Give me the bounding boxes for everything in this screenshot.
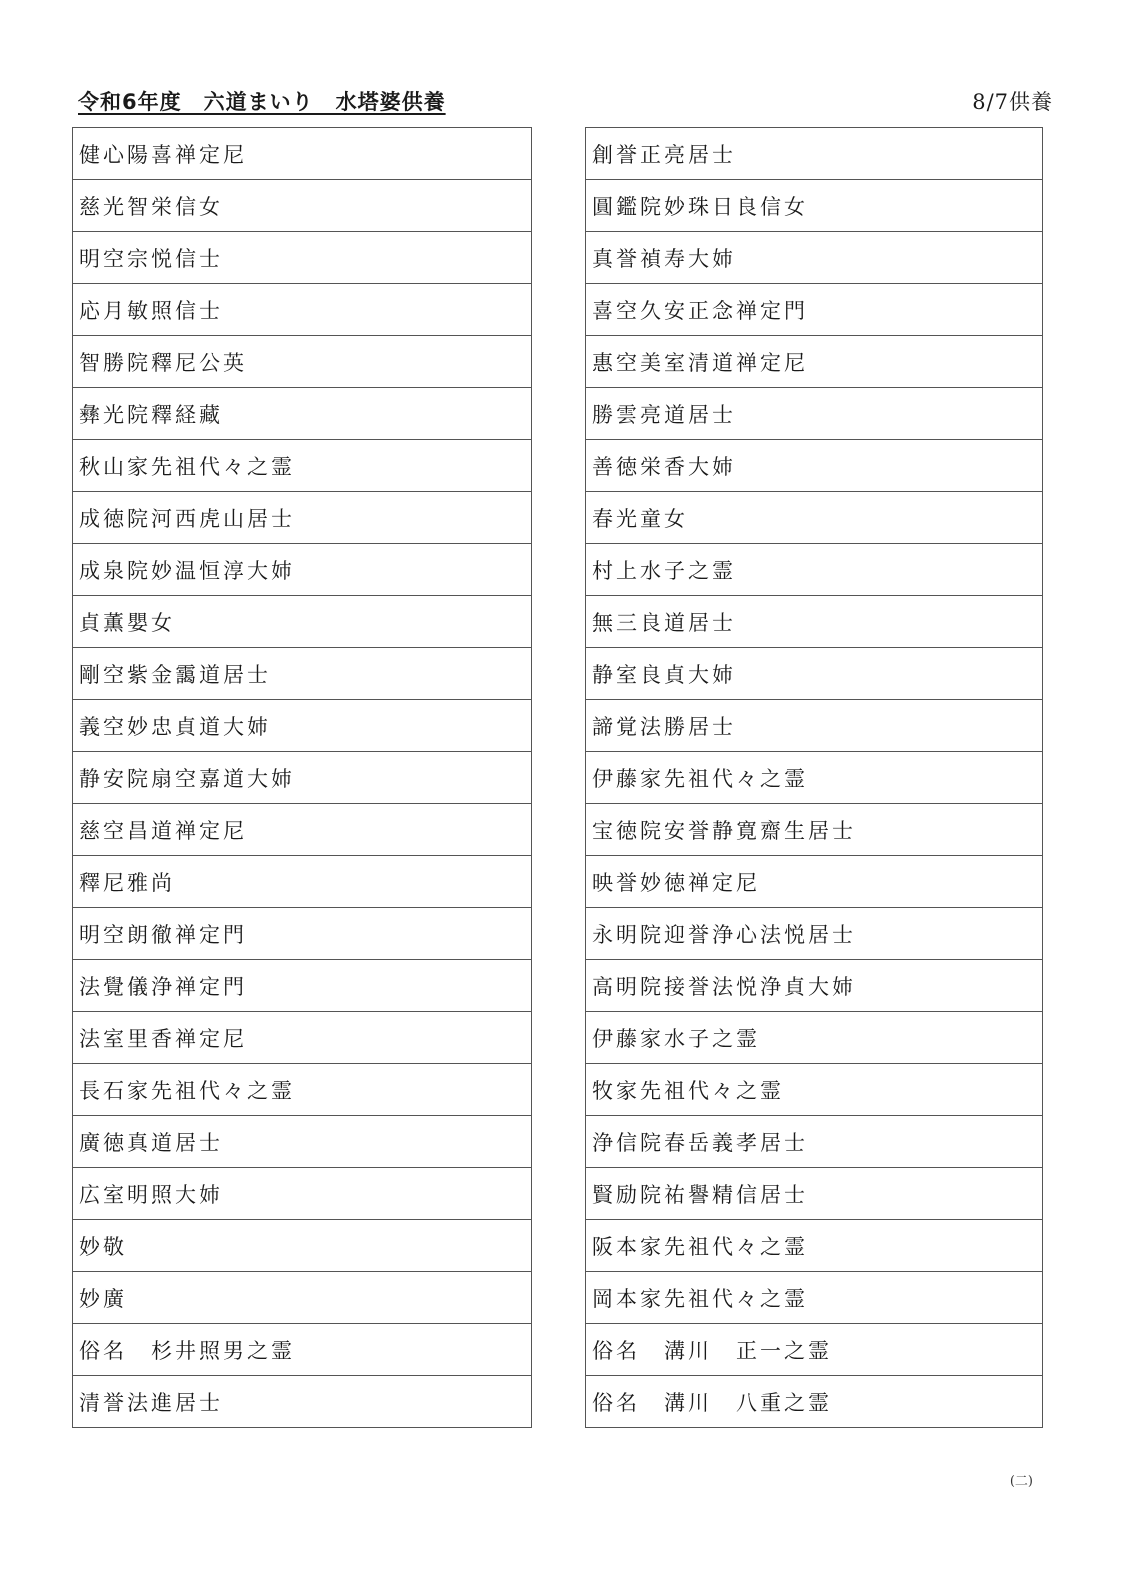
list-item: 法室里香禅定尼 [73,1012,531,1064]
list-item: 妙廣 [73,1272,531,1324]
list-item: 長石家先祖代々之霊 [73,1064,531,1116]
list-item: 岡本家先祖代々之霊 [586,1272,1042,1324]
name-list-right [585,127,1043,1428]
list-item: 健心陽喜禅定尼 [73,128,531,180]
list-item: 成徳院河西虎山居士 [73,492,531,544]
list-item: 阪本家先祖代々之霊 [586,1220,1042,1272]
page-number: (二) [1009,1474,1033,1489]
list-item: 村上水子之霊 [586,544,1042,596]
name-list-left [72,127,532,1428]
list-item: 無三良道居士 [586,596,1042,648]
list-item: 秋山家先祖代々之霊 [73,440,531,492]
list-item: 貞薫嬰女 [73,596,531,648]
list-item: 静安院扇空嘉道大姉 [73,752,531,804]
list-item: 勝雲亮道居士 [586,388,1042,440]
list-item: 伊藤家水子之霊 [586,1012,1042,1064]
list-item: 春光童女 [586,492,1042,544]
list-item: 俗名 溝川 正一之霊 [586,1324,1042,1376]
list-item: 義空妙忠貞道大姉 [73,700,531,752]
list-item: 応月敏照信士 [73,284,531,336]
list-item: 創誉正亮居士 [586,128,1042,180]
list-item: 真誉禎寿大姉 [586,232,1042,284]
list-item: 俗名 溝川 八重之霊 [586,1376,1042,1428]
list-item: 牧家先祖代々之霊 [586,1064,1042,1116]
list-item: 圓鑑院妙珠日良信女 [586,180,1042,232]
list-item: 諦覚法勝居士 [586,700,1042,752]
list-item: 永明院迎誉浄心法悦居士 [586,908,1042,960]
list-item: 釋尼雅尚 [73,856,531,908]
list-item: 明空宗悦信士 [73,232,531,284]
list-item: 智勝院釋尼公英 [73,336,531,388]
list-item: 善徳栄香大姉 [586,440,1042,492]
list-item: 喜空久安正念禅定門 [586,284,1042,336]
list-item: 妙敬 [73,1220,531,1272]
list-item: 廣徳真道居士 [73,1116,531,1168]
list-item: 剛空紫金靄道居士 [73,648,531,700]
document-title: 令和6年度 六道まいり 水塔婆供養 [78,90,446,114]
service-date: 8/7供養 [972,90,1053,114]
list-item: 広室明照大姉 [73,1168,531,1220]
list-item: 高明院接誉法悦浄貞大姉 [586,960,1042,1012]
list-item: 明空朗徹禅定門 [73,908,531,960]
list-item: 彝光院釋経藏 [73,388,531,440]
list-item: 浄信院春岳義孝居士 [586,1116,1042,1168]
list-item: 映誉妙徳禅定尼 [586,856,1042,908]
list-item: 俗名 杉井照男之霊 [73,1324,531,1376]
list-item: 宝徳院安誉静寛齋生居士 [586,804,1042,856]
list-item: 慈光智栄信女 [73,180,531,232]
list-item: 成泉院妙温恒淳大姉 [73,544,531,596]
list-item: 伊藤家先祖代々之霊 [586,752,1042,804]
list-item: 法覺儀浄禅定門 [73,960,531,1012]
list-item: 清誉法進居士 [73,1376,531,1428]
list-item: 慈空昌道禅定尼 [73,804,531,856]
list-item: 賢励院祐譽精信居士 [586,1168,1042,1220]
list-item: 静室良貞大姉 [586,648,1042,700]
list-item: 惠空美室清道禅定尼 [586,336,1042,388]
